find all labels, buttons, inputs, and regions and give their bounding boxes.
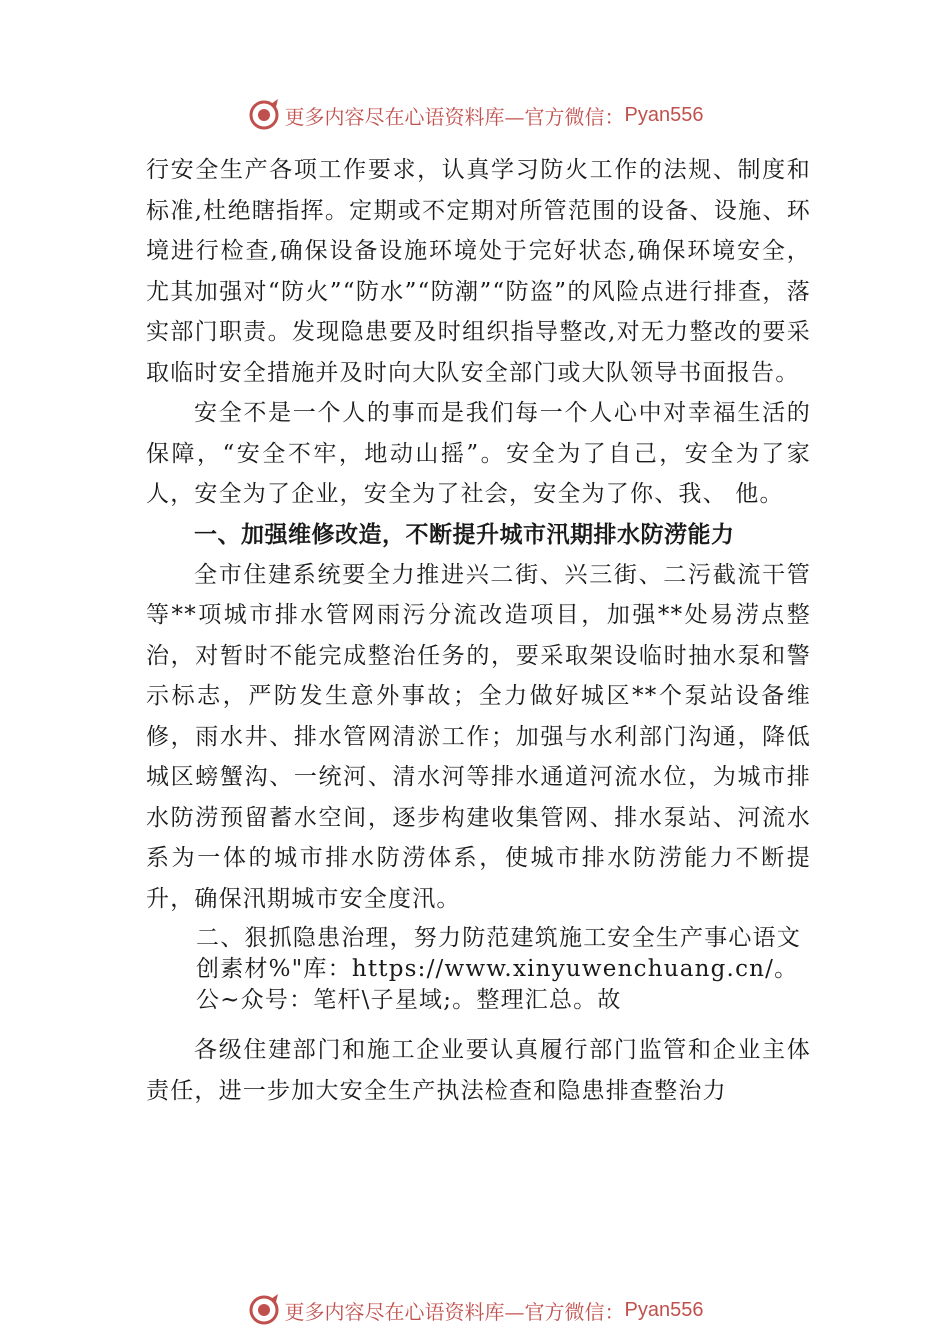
paragraph-1: 行安全生产各项工作要求，认真学习防火工作的法规、制度和标准,杜绝瞎指挥。定期或不定期对所管范围的设备、设施、环境进行检查,确保设备设施环境处于完好状态,确保环境安全，尤其加强对“防火”“防水”“防潮”“防盗”的风险点进行排查，落实部门职责。发现隐患要及时组织指导整改,对无力整改的要采取临时安全措施并及时向大队安全部门或大队领导书面报告。 <box>146 157 811 386</box>
section-heading-1: 一、加强维修改造，不断提升城市汛期排水防涝能力 <box>194 521 735 548</box>
banner-title: 更多内容尽在心语资料库—官方微信： <box>284 104 625 129</box>
brand-logo-icon <box>247 98 281 132</box>
header-banner <box>0 95 950 135</box>
paragraph-3: 全市住建系统要全力推进兴二街、兴三街、二污截流干管等**项城市排水管网雨污分流改造项目，加强**处易涝点整治，对暂时不能完成整治任务的，要采取架设临时抽水泵和警示标志，严防发生意外事故；全力做好城区**个泵站设备维修，雨水井、排水管网清淤工作；加强与水利部门沟通，降低城区螃蟹沟、一统河、清水河等排水通道河流水位，为城市排水防涝预留蓄水空间，逐步构建收集管网、排水泵站、河流水系为一体的城市排水防涝体系，使城市排水防涝能力不断提升，确保汛期城市安全度汛。 <box>146 561 811 912</box>
brand-logo-icon <box>247 1293 281 1327</box>
paragraph-4: 各级住建部门和施工企业要认真履行部门监管和企业主体责任，进一步加大安全生产执法检查和隐患排查整治力 <box>146 1037 811 1104</box>
footer-banner <box>0 1290 950 1330</box>
document-body <box>146 150 811 1111</box>
banner-wechat-id: Pyan556 <box>624 103 704 126</box>
footer-banner-title: 更多内容尽在心语资料库—官方微信： <box>284 1299 625 1324</box>
footer-banner-wechat-id: Pyan556 <box>624 1298 704 1321</box>
section-heading-2: 二、狠抓隐患治理，努力防范建筑施工安全生产事心语文创素材%"库：https://www.xinyuwenchuang.cn/。公~众号：笔杆\子星域;。整理汇总。故 <box>196 925 801 1013</box>
paragraph-2: 安全不是一个人的事而是我们每一个人心中对幸福生活的保障，“安全不牢，地动山摇”。安全为了自己，安全为了家人，安全为了企业，安全为了社会，安全为了你、我、 他。 <box>146 400 811 507</box>
